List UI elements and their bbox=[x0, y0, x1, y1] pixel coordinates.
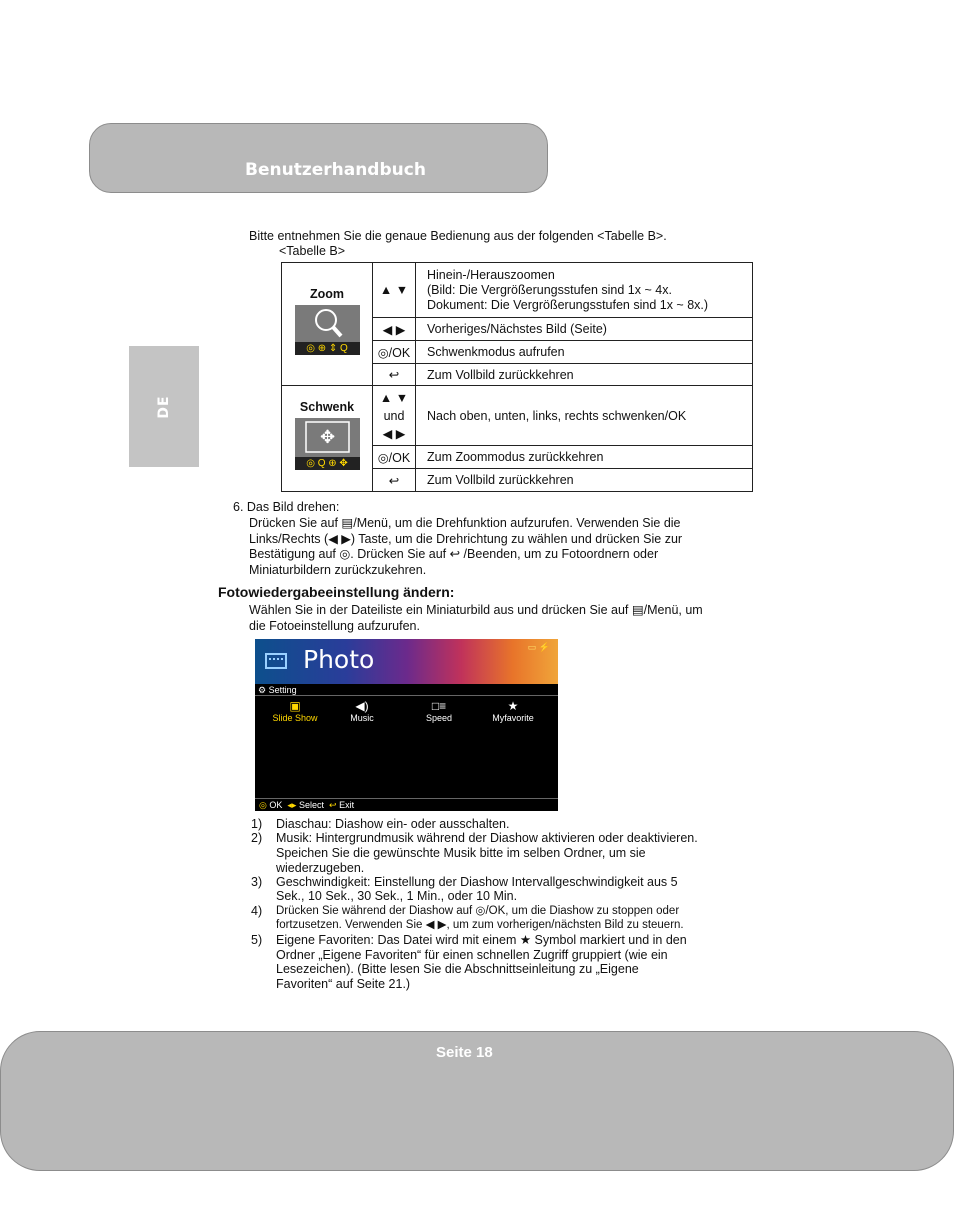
zoom-key-updown: ▲ ▼ bbox=[373, 263, 416, 318]
zoom-icon: ◎ ⊕ ⇕ Q bbox=[295, 305, 360, 355]
pan-key-ok: ◎/OK bbox=[373, 446, 416, 469]
menu-item-label: Speed bbox=[425, 713, 453, 723]
list-number: 5) bbox=[251, 933, 263, 947]
language-tab bbox=[129, 346, 199, 467]
zoom-desc bbox=[416, 263, 753, 318]
zoom-key-back: ↩ bbox=[373, 364, 416, 386]
photo-settings-text: Wählen Sie in der Dateiliste ein Miniaturbild aus und drücken Sie auf ▤/Menü, um bbox=[249, 603, 703, 617]
list-line: Geschwindigkeit: Einstellung der Diashow Intervallgeschwindigkeit aus 5 bbox=[276, 875, 678, 889]
zoom-desc-line: Dokument: Die Vergrößerungsstufen sind 1x ~ 8x.) bbox=[427, 297, 709, 312]
list-line: Drücken Sie während der Diashow auf ◎/OK, um die Diashow zu stoppen oder bbox=[276, 905, 680, 917]
photo-header bbox=[255, 639, 558, 684]
list-line: wiederzugeben. bbox=[276, 861, 365, 875]
list-number: 3) bbox=[251, 875, 263, 889]
intro-text: Bitte entnehmen Sie die genaue Bedienung aus der folgenden <Tabelle B>. bbox=[249, 229, 667, 243]
rotate-title: 6. Das Bild drehen: bbox=[233, 500, 340, 514]
pan-desc-zoom-mode: Zum Zoommodus zurückkehren bbox=[416, 446, 753, 469]
photo-settings-text: die Fotoeinstellung aufzurufen. bbox=[249, 619, 420, 633]
speed-icon: □≡ bbox=[431, 699, 447, 713]
menu-item-music[interactable] bbox=[327, 699, 397, 723]
speaker-icon: ◀) bbox=[355, 699, 369, 713]
left-right-icon: ◂▸ bbox=[287, 800, 297, 810]
film-icon bbox=[265, 653, 287, 669]
zoom-key-ok: ◎/OK bbox=[373, 341, 416, 364]
zoom-mode-cell bbox=[282, 263, 373, 386]
photo-setting-screenshot bbox=[255, 639, 558, 811]
screen-footer bbox=[255, 798, 558, 811]
list-number: 2) bbox=[251, 831, 263, 845]
pan-mode-cell bbox=[282, 386, 373, 492]
list-line: fortzusetzen. Verwenden Sie ◀ ▶, um zum vorherigen/nächsten Bild zu steuern. bbox=[276, 919, 684, 931]
rotate-line: Drücken Sie auf ▤/Menü, um die Drehfunktion aufzurufen. Verwenden Sie die bbox=[249, 516, 681, 530]
zoom-desc-fullscreen: Zum Vollbild zurückkehren bbox=[416, 364, 753, 386]
list-line: Musik: Hintergrundmusik während der Diashow aktivieren oder deaktivieren. bbox=[276, 831, 698, 845]
header-tab bbox=[89, 123, 548, 193]
table-b bbox=[281, 262, 753, 492]
list-line: Speichen Sie die gewünschte Musik bitte im selben Ordner, um sie bbox=[276, 846, 646, 860]
language-label: DE bbox=[156, 394, 172, 419]
rotate-line: Bestätigung auf ◎. Drücken Sie auf ↩ /Beenden, um zu Fotoordnern oder bbox=[249, 547, 659, 561]
zoom-desc-pan-mode: Schwenkmodus aufrufen bbox=[416, 341, 753, 364]
setting-bar bbox=[255, 685, 558, 696]
menu-item-myfavorite[interactable] bbox=[478, 699, 548, 723]
pan-icon: ✥ ◎ Q ⊕ ✥ bbox=[295, 418, 360, 470]
menu-item-slide-show[interactable] bbox=[260, 699, 330, 723]
zoom-key-leftright: ◀ ▶ bbox=[373, 318, 416, 341]
setting-label: Setting bbox=[268, 685, 297, 695]
slideshow-icon: ▣ bbox=[289, 699, 301, 713]
photo-title: Photo bbox=[303, 645, 375, 674]
photo-settings-heading: Fotowiedergabeeinstellung ändern: bbox=[218, 584, 455, 600]
list-line: Ordner „Eigene Favoriten“ für einen schnellen Zugriff gruppiert (wie ein bbox=[276, 948, 668, 962]
zoom-desc-line: (Bild: Die Vergrößerungsstufen sind 1x ~ 4x. bbox=[427, 282, 672, 297]
rotate-line: Links/Rechts (◀ ▶) Taste, um die Drehrichtung zu wählen und drücken Sie zur bbox=[249, 532, 683, 546]
pan-key-leftright: ◀ ▶ bbox=[382, 426, 406, 441]
battery-icon: ▭ ⚡ bbox=[527, 642, 550, 652]
pan-desc-fullscreen: Zum Vollbild zurückkehren bbox=[416, 469, 753, 492]
rotate-line: Miniaturbildern zurückzukehren. bbox=[249, 563, 427, 577]
manual-title: Benutzerhandbuch bbox=[245, 160, 426, 180]
menu-item-label: Music bbox=[350, 713, 374, 723]
menu-item-label: Myfavorite bbox=[492, 713, 534, 723]
gear-icon: ⚙ bbox=[258, 685, 267, 695]
zoom-desc-prev-next: Vorheriges/Nächstes Bild (Seite) bbox=[416, 318, 753, 341]
ok-label: OK bbox=[269, 800, 283, 810]
menu-item-speed[interactable] bbox=[404, 699, 474, 723]
list-line: Lesezeichen). (Bitte lesen Sie die Abschnittseinleitung zu „Eigene bbox=[276, 962, 639, 976]
page-number: Seite 18 bbox=[436, 1044, 493, 1061]
settings-menu bbox=[255, 699, 558, 729]
star-icon: ★ bbox=[507, 699, 519, 713]
list-number: 4) bbox=[251, 904, 263, 918]
menu-item-label: Slide Show bbox=[272, 713, 318, 723]
pan-mode-label: Schwenk bbox=[299, 400, 355, 414]
select-label: Select bbox=[298, 800, 324, 810]
pan-desc-move: Nach oben, unten, links, rechts schwenken/OK bbox=[416, 386, 753, 446]
pan-key-and: und bbox=[383, 408, 405, 423]
pan-key-updown: ▲ ▼ bbox=[379, 390, 409, 405]
ok-icon: ◎ bbox=[259, 800, 267, 810]
exit-icon: ↩ bbox=[329, 800, 337, 810]
pan-key-back: ↩ bbox=[373, 469, 416, 492]
table-caption: <Tabelle B> bbox=[279, 244, 346, 258]
svg-text:✥: ✥ bbox=[319, 427, 335, 448]
list-number: 1) bbox=[251, 817, 263, 831]
footer-tab bbox=[0, 1031, 954, 1171]
list-line: Sek., 10 Sek., 30 Sek., 1 Min., oder 10 Min. bbox=[276, 889, 518, 903]
list-line: Eigene Favoriten: Das Datei wird mit einem ★ Symbol markiert und in den bbox=[276, 933, 687, 947]
exit-label: Exit bbox=[339, 800, 355, 810]
list-line: Diaschau: Diashow ein- oder ausschalten. bbox=[276, 817, 510, 831]
pan-keys bbox=[373, 386, 416, 446]
zoom-desc-line: Hinein-/Herauszoomen bbox=[427, 267, 555, 282]
zoom-mode-label: Zoom bbox=[309, 287, 345, 301]
list-line: Favoriten“ auf Seite 21.) bbox=[276, 977, 411, 991]
